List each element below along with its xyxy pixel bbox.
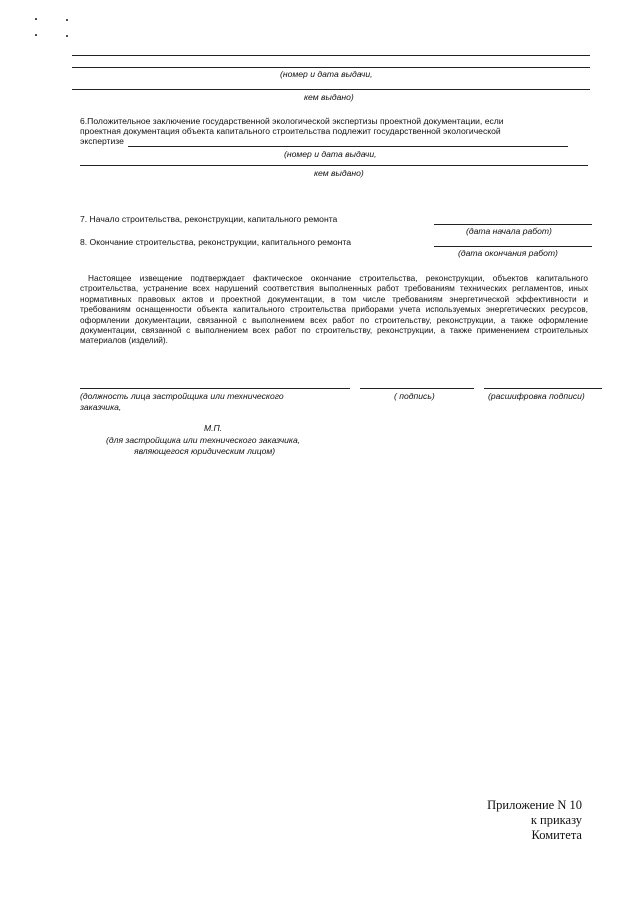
confirmation-paragraph: Настоящее извещение подтверждает фактическое окончание строительства, реконструкции, объектов капитального строительства, устранение всех нарушений соответствия выполненных работ требованиям технических регламентов, иных нормативных правовых актов и проектной документации, в том числе требованиям энергетической эффективности и требованиям оснащенности объекта капитального строительства приборами учета используемых энергетических ресурсов, оформлении документации, связанной с выполнением всех работ по строительству, реконструкции, а также оформление документации, связанной с выполнением всех работ по строительству, реконструкции, а также применением строительных материалов (изделий). — [80, 273, 588, 346]
section7-label: 7. Начало строительства, реконструкции, капитального ремонта — [80, 214, 338, 224]
scan-speck — [35, 18, 37, 20]
section6-text-line1: 6.Положительное заключение государственной экологической экспертизы проектной документации, если — [80, 116, 504, 126]
caption-start-date: (дата начала работ) — [466, 226, 552, 236]
position-caption-line1: (должность лица застройщика или технического — [80, 391, 284, 401]
scan-speck — [66, 35, 68, 37]
blank-line[interactable] — [80, 165, 588, 166]
signature-caption: ( подпись) — [394, 391, 435, 401]
blank-line[interactable] — [72, 67, 590, 68]
section8-label: 8. Окончание строительства, реконструкции, капитального ремонта — [80, 237, 352, 247]
blank-line[interactable] — [72, 55, 590, 56]
stamp-label: М.П. — [204, 423, 223, 433]
position-caption-line2: заказчика, — [80, 402, 122, 412]
appendix-line1: Приложение N 10 — [487, 798, 582, 812]
caption-issuer: кем выдано) — [304, 92, 354, 102]
stamp-caption-line2: являющегося юридическим лицом) — [134, 446, 276, 456]
start-date-input-line[interactable] — [434, 224, 592, 225]
caption-issuer: кем выдано) — [314, 168, 364, 178]
signature-input-line[interactable] — [360, 388, 474, 389]
caption-number-date: (номер и дата выдачи, — [284, 149, 377, 159]
decoding-input-line[interactable] — [484, 388, 602, 389]
caption-end-date: (дата окончания работ) — [458, 248, 558, 258]
caption-number-date: (номер и дата выдачи, — [280, 69, 373, 79]
scan-speck — [35, 34, 37, 36]
position-input-line[interactable] — [80, 388, 350, 389]
decoding-caption: (расшифровка подписи) — [488, 391, 585, 401]
appendix-line3: Комитета — [531, 828, 582, 842]
blank-line[interactable] — [72, 89, 590, 90]
stamp-caption-line1: (для застройщика или технического заказчика, — [106, 435, 301, 445]
section6-text-line3: экспертизе — [80, 136, 124, 146]
end-date-input-line[interactable] — [434, 246, 592, 247]
scan-speck — [66, 19, 68, 21]
appendix-line2: к приказу — [530, 813, 582, 827]
section6-text-line2: проектная документация объекта капитального строительства подлежит государственной экологической — [80, 126, 501, 136]
expertise-input-line[interactable] — [128, 146, 568, 147]
